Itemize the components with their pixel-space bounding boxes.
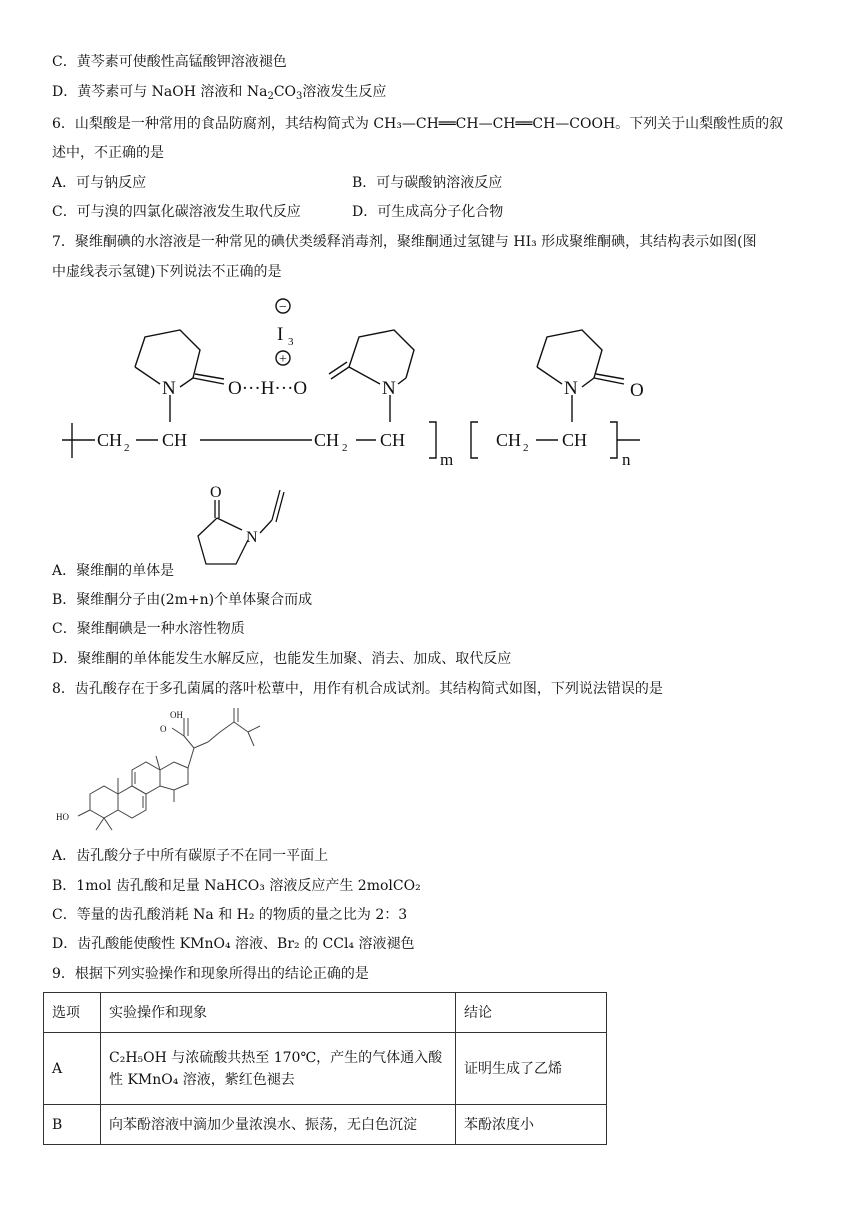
- row-a-conclusion: 证明生成了乙烯: [456, 1033, 607, 1105]
- row-a-operation: C₂H₅OH 与浓硫酸共热至 170℃，产生的气体通入酸 性 KMnO₄ 溶液，紫红色褪去: [101, 1033, 456, 1105]
- q7-stem-line1: 7．聚维酮碘的水溶液是一种常见的碘伏类缓释消毒剂，聚维酮通过氢键与 HI₃ 形成聚维酮碘，其结构表示如图(图: [52, 234, 757, 250]
- q7-option-a: A．聚维酮的单体是: [52, 563, 175, 579]
- backbone-ch-3: CH: [562, 430, 588, 450]
- eburicoic-acid-structure: [48, 702, 288, 842]
- q7-option-b: B．聚维酮分子由(2m+n)个单体聚合而成: [52, 592, 313, 608]
- q8-option-b: B．1mol 齿孔酸和足量 NaHCO₃ 溶液反应产生 2molCO₂: [52, 878, 421, 894]
- backbone-ch2-1: CH: [97, 430, 123, 450]
- ring1-nitrogen: N: [162, 378, 176, 399]
- backbone-ch2-3: CH: [496, 430, 522, 450]
- subscript-n: n: [622, 450, 631, 469]
- q7-stem-line2: 中虚线表示氢键)下列说法不正确的是: [52, 264, 282, 280]
- q6-option-d: D．可生成高分子化合物: [352, 204, 504, 220]
- header-operation: 实验操作和现象: [101, 993, 456, 1033]
- q7-option-c: C．聚维酮碘是一种水溶性物质: [52, 621, 245, 637]
- i3-subscript: 3: [288, 336, 294, 348]
- row-a-option: A: [44, 1033, 101, 1105]
- monomer-oxygen: O: [210, 484, 222, 501]
- header-option: 选项: [44, 993, 101, 1033]
- table-header-row: [44, 993, 607, 1033]
- row-b-conclusion: 苯酚浓度小: [456, 1105, 607, 1145]
- backbone-ch-2: CH: [380, 430, 406, 450]
- ring3-nitrogen: N: [564, 378, 578, 399]
- backbone-ch-1: CH: [162, 430, 188, 450]
- subscript-m: m: [440, 450, 454, 469]
- ring3-oxygen: O: [630, 380, 644, 401]
- q5-option-c: C．黄芩素可使酸性高锰酸钾溶液褪色: [52, 54, 287, 70]
- table-row: [44, 1105, 607, 1145]
- monomer-nitrogen: N: [246, 529, 258, 546]
- row-b-option: B: [44, 1105, 101, 1145]
- ring2-nitrogen: N: [382, 378, 396, 399]
- i3-label: I: [277, 324, 284, 345]
- q6-option-c: C．可与溴的四氯化碳溶液发生取代反应: [52, 204, 301, 220]
- q8-option-c: C．等量的齿孔酸消耗 Na 和 H₂ 的物质的量之比为 2：3: [52, 907, 408, 923]
- q8-option-d: D．齿孔酸能使酸性 KMnO₄ 溶液、Br₂ 的 CCl₄ 溶液褪色: [52, 936, 415, 952]
- backbone-ch2-3-sub: 2: [523, 442, 529, 454]
- q5-option-d: D．黄芩素可与 NaOH 溶液和 $Na_2CO_3$溶液发生反应: [52, 84, 387, 102]
- iodide-minus-sign: −: [279, 300, 287, 315]
- q9-stem: 9．根据下列实验操作和现象所得出的结论正确的是: [52, 966, 369, 982]
- table-row: [44, 1033, 607, 1105]
- header-conclusion: 结论: [456, 993, 607, 1033]
- backbone-ch2-2-sub: 2: [342, 442, 348, 454]
- hydroxyl-label: HO: [56, 812, 69, 822]
- q6-option-b: B．可与碳酸钠溶液反应: [352, 175, 503, 191]
- backbone-ch2-1-sub: 2: [124, 442, 130, 454]
- q8-option-a: A．齿孔酸分子中所有碳原子不在同一平面上: [52, 848, 329, 864]
- q6-stem-line1: 6．山梨酸是一种常用的食品防腐剂，其结构简式为 CH₃—CH══CH—CH══CH—COOH。下列关于山梨酸性质的叙: [52, 116, 784, 132]
- backbone-ch2-2: CH: [314, 430, 340, 450]
- q6-stem-line2: 述中，不正确的是: [52, 145, 164, 161]
- q8-stem: 8．齿孔酸存在于多孔菌属的落叶松蕈中，用作有机合成试剂。其结构简式如图，下列说法错误的是: [52, 681, 663, 697]
- q6-option-a: A．可与钠反应: [52, 175, 147, 191]
- monomer-structure: [180, 478, 300, 578]
- hydrogen-bond-label: O···H···O: [228, 378, 308, 399]
- experiment-table: [43, 992, 607, 1145]
- iodide-plus-sign: +: [279, 352, 287, 367]
- row-b-operation: 向苯酚溶液中滴加少量浓溴水、振荡，无白色沉淀: [101, 1105, 456, 1145]
- carboxyl-oxygen: O: [160, 724, 167, 734]
- q7-option-d: D．聚维酮的单体能发生水解反应，也能发生加聚、消去、加成、取代反应: [52, 651, 512, 667]
- cooh-oh-label: OH: [170, 710, 183, 720]
- povidone-iodine-structure: [0, 290, 860, 475]
